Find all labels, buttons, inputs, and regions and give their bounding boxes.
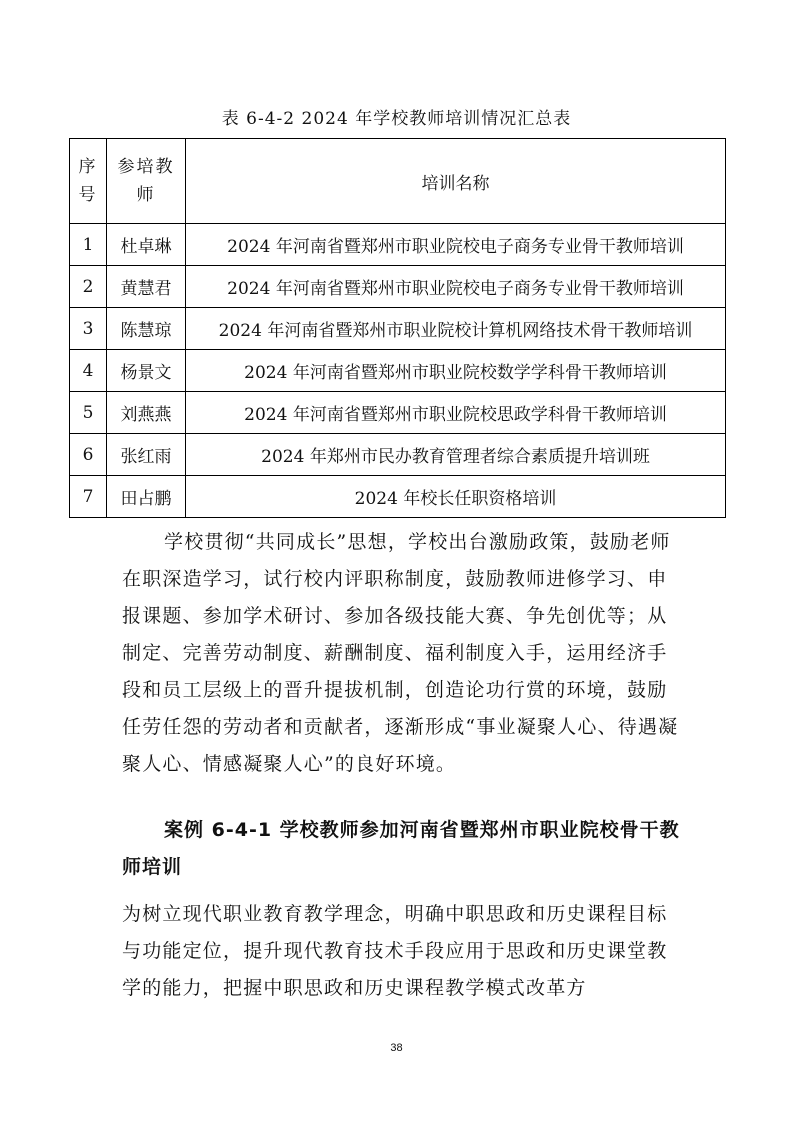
row-training: 2024 年校长任职资格培训	[186, 476, 726, 518]
table-row	[70, 266, 726, 308]
header-name	[107, 139, 186, 224]
row-name: 杨景文	[107, 350, 186, 392]
row-num: 6	[70, 434, 107, 476]
body-paragraph-2: 为树立现代职业教育教学理念，明确中职思政和历史课程目标与功能定位，提升现代教育技术手段应用于思政和历史课堂教学的能力，把握中职思政和历史课程教学模式改革方	[122, 903, 668, 999]
header-num-line1: 序	[78, 157, 98, 177]
table-row	[70, 350, 726, 392]
table-row	[70, 224, 726, 266]
row-training: 2024 年郑州市民办教育管理者综合素质提升培训班	[186, 434, 726, 476]
header-training: 培训名称	[186, 139, 726, 224]
table-header-row	[70, 139, 726, 224]
header-name-line1: 参培教	[117, 157, 175, 177]
header-num	[70, 139, 107, 224]
row-training: 2024 年河南省暨郑州市职业院校计算机网络技术骨干教师培训	[186, 308, 726, 350]
row-name: 杜卓琳	[107, 224, 186, 266]
row-training: 2024 年河南省暨郑州市职业院校数学学科骨干教师培训	[186, 350, 726, 392]
row-num: 4	[70, 350, 107, 392]
row-name: 刘燕燕	[107, 392, 186, 434]
row-num: 2	[70, 266, 107, 308]
row-num: 1	[70, 224, 107, 266]
row-training: 2024 年河南省暨郑州市职业院校电子商务专业骨干教师培训	[186, 224, 726, 266]
row-name: 陈慧琼	[107, 308, 186, 350]
row-name: 张红雨	[107, 434, 186, 476]
row-num: 3	[70, 308, 107, 350]
row-name: 黄慧君	[107, 266, 186, 308]
case-heading: 案例 6-4-1 学校教师参加河南省暨郑州市职业院校骨干教师培训	[122, 819, 680, 878]
row-training: 2024 年河南省暨郑州市职业院校电子商务专业骨干教师培训	[186, 266, 726, 308]
header-name-line2: 师	[136, 185, 156, 205]
row-training: 2024 年河南省暨郑州市职业院校思政学科骨干教师培训	[186, 392, 726, 434]
row-name: 田占鹏	[107, 476, 186, 518]
header-num-line2: 号	[78, 185, 98, 205]
table-row	[70, 392, 726, 434]
table-caption: 表 6-4-2 2024 年学校教师培训情况汇总表	[221, 109, 572, 129]
table-row	[70, 308, 726, 350]
training-summary-table	[69, 138, 726, 518]
page-number: 38	[390, 1042, 403, 1054]
row-num: 7	[70, 476, 107, 518]
table-row	[70, 434, 726, 476]
row-num: 5	[70, 392, 107, 434]
body-paragraph-1: 学校贯彻“共同成长”思想，学校出台激励政策，鼓励老师在职深造学习，试行校内评职称制度，鼓励教师进修学习、申报课题、参加学术研讨、参加各级技能大赛、争先创优等；从制定、完善劳动制度、薪酬制度、福利制度入手，运用经济手段和员工层级上的晋升提拔机制，创造论功行赏的环境，鼓励任劳任怨的劳动者和贡献者，逐渐形成“事业凝聚人心、待遇凝聚人心、情感凝聚人心”的良好环境。	[122, 531, 679, 775]
table-row	[70, 476, 726, 518]
